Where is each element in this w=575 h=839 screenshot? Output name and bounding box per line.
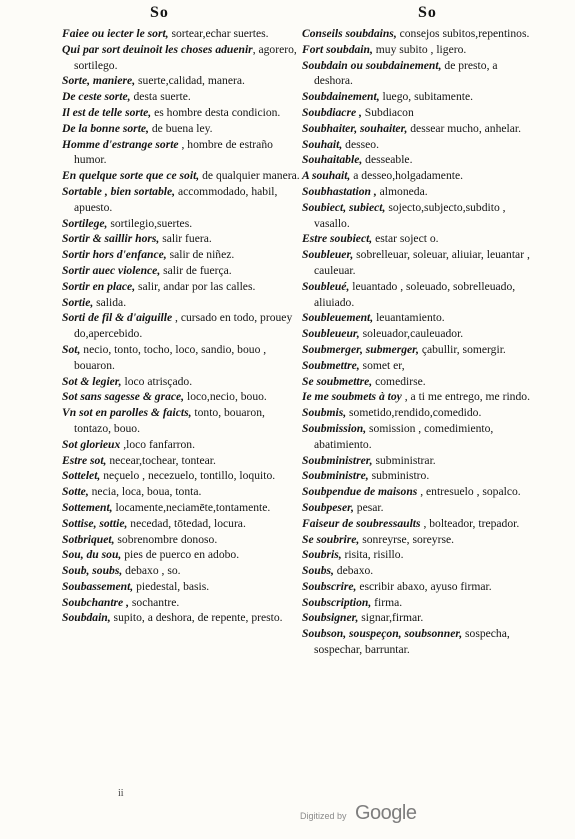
- dictionary-entry: [302, 168, 534, 184]
- entry-definition: luego, subitamente.: [379, 90, 474, 104]
- entry-headword: Soubdain ou soubdainement,: [302, 58, 442, 72]
- dictionary-entry: [62, 73, 302, 89]
- entry-definition: salir fuera.: [159, 232, 212, 246]
- entry-headword: Sottelet,: [62, 469, 101, 483]
- dictionary-entry: [302, 563, 534, 579]
- entry-headword: Conseils soubdains,: [302, 27, 397, 40]
- dictionary-entry: [302, 310, 534, 326]
- entry-headword: Faiseur de soubressaults: [302, 516, 421, 530]
- entry-definition: firma.: [371, 595, 403, 609]
- dictionary-entry: [302, 374, 534, 390]
- entry-definition: salir de fuerça.: [160, 263, 232, 277]
- dictionary-entry: [62, 563, 302, 579]
- entry-headword: Sorte, maniere,: [62, 74, 136, 88]
- google-logo: Google: [354, 802, 417, 824]
- dictionary-entry: [62, 247, 302, 263]
- dictionary-entry: [302, 326, 534, 342]
- left-column: [62, 26, 302, 626]
- entry-headword: Soubmerger, submerger,: [302, 342, 419, 356]
- dictionary-entry: [62, 405, 302, 437]
- dictionary-entry: [62, 216, 302, 232]
- dictionary-entry: [302, 500, 534, 516]
- entry-headword: Soubleueur,: [302, 327, 360, 341]
- entry-definition: sortilegio,suertes.: [107, 216, 193, 230]
- entry-definition: , entresuelo , sopalco.: [417, 485, 521, 499]
- entry-definition: tonto, bouaron, tontazo, bouo.: [74, 406, 265, 435]
- dictionary-entry: [302, 137, 534, 153]
- dictionary-entry: [62, 484, 302, 500]
- dictionary-entry: [302, 358, 534, 374]
- dictionary-entry: [302, 579, 534, 595]
- entry-headword: De ceste sorte,: [62, 90, 131, 104]
- entry-headword: Sortie,: [62, 295, 94, 309]
- entry-definition: , bolteador, trepador.: [420, 516, 520, 530]
- entry-definition: almoneda.: [376, 184, 428, 198]
- entry-definition: accommodado, habil, apuesto.: [74, 184, 278, 214]
- entry-definition: çabullir, somergir.: [418, 342, 506, 356]
- dictionary-entry: [302, 184, 534, 200]
- entry-headword: Estre sot,: [62, 453, 107, 467]
- entry-definition: escribir abaxo, ayuso firmar.: [356, 579, 492, 593]
- entry-headword: A souhait,: [302, 169, 351, 183]
- dictionary-entry: [62, 295, 302, 311]
- entry-headword: Soubris,: [302, 548, 342, 562]
- entry-definition: sospecha, sospechar, barruntar.: [314, 627, 510, 657]
- entry-headword: Souhait,: [302, 137, 343, 151]
- entry-definition: locamente,neciamēte,tontamente.: [112, 500, 271, 514]
- entry-definition: suerte,calidad, manera.: [135, 74, 245, 88]
- entry-definition: , a ti me entrego, me rindo.: [401, 390, 530, 404]
- entry-definition: desseo.: [342, 137, 379, 151]
- entry-headword: Soubleuement,: [302, 311, 374, 325]
- running-head-right: So: [418, 4, 437, 21]
- dictionary-entry: [302, 610, 534, 626]
- entry-headword: Soubassement,: [62, 579, 134, 593]
- dictionary-entry: [62, 547, 302, 563]
- entry-headword: Faiee ou iecter le sort,: [62, 27, 169, 40]
- dictionary-entry: [62, 595, 302, 611]
- running-head-left: So: [150, 4, 169, 21]
- entry-headword: Sotbriquet,: [62, 532, 115, 546]
- entry-definition: leuantamiento.: [373, 311, 445, 325]
- entry-definition: sonreyrse, soreyrse.: [359, 532, 454, 546]
- entry-headword: Sotte,: [62, 485, 89, 499]
- entry-headword: Sot sans sagesse & grace,: [62, 390, 185, 404]
- page-signature: ii: [118, 788, 124, 799]
- entry-definition: desta suerte.: [130, 90, 191, 104]
- dictionary-entry: [302, 547, 534, 563]
- dictionary-entry: [62, 342, 302, 374]
- dictionary-entry: [62, 532, 302, 548]
- entry-definition: Subdiacon: [361, 105, 414, 119]
- dictionary-entry: [62, 231, 302, 247]
- entry-headword: Soubleué,: [302, 279, 350, 293]
- entry-definition: piedestal, basis.: [133, 579, 210, 593]
- dictionary-entry: [302, 247, 534, 279]
- entry-definition: loco,necio, bouo.: [184, 390, 267, 404]
- entry-definition: sobrelleuar, soleuar, aliuiar, leuantar , cauleuar.: [314, 248, 530, 277]
- entry-definition: necia, loca, boua, tonta.: [88, 485, 202, 499]
- entry-definition: sojecto,subjecto,subdito , vasallo.: [314, 200, 506, 230]
- entry-headword: Soubhastation ,: [302, 184, 377, 198]
- dictionary-entry: [62, 516, 302, 532]
- dictionary-entry: [302, 595, 534, 611]
- dictionary-entry: [302, 26, 534, 42]
- entry-headword: Sou, du sou,: [62, 548, 122, 562]
- entry-headword: Soubmission,: [302, 421, 367, 435]
- entry-definition: necio, tonto, tocho, loco, sandio, bouo , bouaron.: [74, 342, 267, 372]
- entry-headword: Soubpendue de maisons: [302, 485, 418, 499]
- entry-headword: Soubchantre ,: [62, 595, 130, 609]
- dictionary-entry: [302, 105, 534, 121]
- entry-headword: Sottement,: [62, 500, 113, 514]
- dictionary-entry: [302, 42, 534, 58]
- entry-headword: Soubmettre,: [302, 358, 360, 372]
- entry-definition: signar,firmar.: [358, 611, 424, 625]
- entry-definition: sochantre.: [129, 595, 180, 609]
- dictionary-entry: [62, 610, 302, 626]
- dictionary-entry: [302, 405, 534, 421]
- dictionary-entry: [302, 58, 534, 90]
- entry-headword: Sortir en place,: [62, 279, 136, 293]
- entry-headword: Sot,: [62, 342, 81, 356]
- dictionary-entry: [302, 200, 534, 232]
- entry-headword: Soubdiacre ,: [302, 105, 362, 119]
- dictionary-entry: [302, 626, 534, 658]
- entry-headword: Soubministre,: [302, 469, 369, 483]
- entry-definition: , hombre de estraño humor.: [74, 137, 273, 167]
- dictionary-entry: [302, 89, 534, 105]
- entry-headword: Soub, soubs,: [62, 564, 123, 578]
- dictionary-entry: [302, 389, 534, 405]
- entry-definition: debaxo , so.: [122, 564, 181, 578]
- entry-headword: Soubpeser,: [302, 500, 354, 514]
- dictionary-entry: [302, 231, 534, 247]
- entry-definition: comedirse.: [372, 374, 426, 388]
- dictionary-entry: [62, 468, 302, 484]
- entry-headword: De la bonne sorte,: [62, 121, 149, 135]
- entry-headword: Soubsigner,: [302, 611, 359, 625]
- entry-definition: risita, risillo.: [341, 548, 404, 562]
- dictionary-entry: [62, 453, 302, 469]
- dictionary-entry: [302, 532, 534, 548]
- entry-definition: estar soject o.: [372, 232, 439, 246]
- entry-headword: Soubleuer,: [302, 248, 354, 262]
- dictionary-entry: [62, 89, 302, 105]
- dictionary-entry: [62, 310, 302, 342]
- entry-definition: loco atrisçado.: [121, 374, 193, 388]
- dictionary-entry: [62, 279, 302, 295]
- entry-headword: Soubdain,: [62, 611, 111, 625]
- entry-headword: Soubmis,: [302, 406, 347, 420]
- entry-headword: Ie me soubmets à toy: [302, 390, 402, 404]
- entry-definition: sometido,rendido,comedido.: [346, 406, 482, 420]
- entry-headword: Sortable , bien sortable,: [62, 184, 176, 198]
- entry-definition: de buena ley.: [148, 121, 213, 135]
- dictionary-entry: [302, 121, 534, 137]
- entry-headword: Soubiect, subiect,: [302, 200, 386, 214]
- entry-definition: de qualquier manera.: [199, 169, 300, 183]
- entry-headword: Sottise, sottie,: [62, 516, 128, 530]
- entry-definition: necedad, tōtedad, locura.: [127, 516, 246, 530]
- entry-definition: debaxo.: [333, 564, 374, 578]
- entry-definition: consejos subitos,repentinos.: [396, 27, 530, 40]
- entry-headword: Sortir hors d'enfance,: [62, 248, 167, 262]
- entry-definition: pesar.: [353, 500, 384, 514]
- dictionary-entry: [302, 468, 534, 484]
- dictionary-entry: [62, 500, 302, 516]
- entry-headword: Estre soubiect,: [302, 232, 373, 246]
- entry-headword: Sot & legier,: [62, 374, 122, 388]
- entry-definition: subministro.: [368, 469, 430, 483]
- entry-headword: Soubscrire,: [302, 579, 357, 593]
- entry-definition: subministrar.: [372, 453, 436, 467]
- entry-definition: , agorero, sortilego.: [74, 42, 297, 72]
- entry-definition: somission , comedimiento, abatimiento.: [314, 421, 494, 451]
- entry-headword: Vn sot en parolles & faicts,: [62, 406, 192, 420]
- entry-headword: Souhaitable,: [302, 153, 363, 167]
- entry-definition: sortear,echar suertes.: [168, 27, 269, 40]
- dictionary-entry: [62, 374, 302, 390]
- entry-definition: ,loco fanfarron.: [120, 437, 195, 451]
- entry-definition: pies de puerco en adobo.: [121, 548, 240, 562]
- entry-headword: Qui par sort deuinoit les choses aduenir: [62, 42, 253, 56]
- dictionary-entry: [62, 26, 302, 42]
- entry-headword: Il est de telle sorte,: [62, 105, 152, 119]
- entry-definition: dessear mucho, anhelar.: [407, 121, 521, 135]
- entry-definition: neçuelo , necezuelo, tontillo, loquito.: [100, 469, 276, 483]
- entry-definition: somet er,: [359, 358, 405, 372]
- dictionary-entry: [62, 105, 302, 121]
- dictionary-entry: [62, 42, 302, 74]
- dictionary-entry: [62, 184, 302, 216]
- digitized-label: Digitized by: [300, 811, 347, 821]
- dictionary-entry: [302, 279, 534, 311]
- entry-headword: Soubdainement,: [302, 90, 380, 104]
- entry-headword: Soubscription,: [302, 595, 372, 609]
- entry-headword: Sortilege,: [62, 216, 108, 230]
- entry-headword: Se soubrire,: [302, 532, 360, 546]
- dictionary-entry: [62, 389, 302, 405]
- dictionary-entry: [302, 421, 534, 453]
- entry-headword: Soubs,: [302, 564, 334, 578]
- dictionary-entry: [302, 152, 534, 168]
- entry-definition: soleuador,cauleuador.: [359, 327, 464, 341]
- entry-headword: Soubhaiter, souhaiter,: [302, 121, 408, 135]
- dictionary-entry: [62, 263, 302, 279]
- entry-definition: sobrenombre donoso.: [114, 532, 218, 546]
- entry-headword: Soubministrer,: [302, 453, 373, 467]
- entry-headword: Sortir & saillir hors,: [62, 232, 160, 246]
- entry-definition: salida.: [93, 295, 127, 309]
- entry-definition: muy subito , ligero.: [372, 42, 467, 56]
- digitized-watermark: [300, 802, 416, 825]
- entry-headword: En quelque sorte que ce soit,: [62, 169, 200, 183]
- dictionary-entry: [62, 121, 302, 137]
- dictionary-entry: [62, 137, 302, 169]
- dictionary-entry: [62, 437, 302, 453]
- entry-headword: Sortir auec violence,: [62, 263, 161, 277]
- entry-headword: Soubson, souspeçon, soubsonner,: [302, 627, 463, 641]
- dictionary-entry: [302, 516, 534, 532]
- entry-definition: , cursado en todo, prouey do,apercebido.: [74, 311, 293, 341]
- entry-definition: de presto, a deshora.: [314, 58, 498, 88]
- entry-definition: supito, a deshora, de repente, presto.: [110, 611, 283, 625]
- entry-headword: Se soubmettre,: [302, 374, 373, 388]
- entry-definition: leuantado , soleuado, sobrelleuado, aliuiado.: [314, 279, 516, 309]
- entry-headword: Fort soubdain,: [302, 42, 373, 56]
- entry-definition: es hombre desta condicion.: [151, 105, 281, 119]
- entry-definition: salir, andar por las calles.: [135, 279, 256, 293]
- entry-headword: Sorti de fil & d'aiguille: [62, 311, 173, 325]
- dictionary-entry: [302, 453, 534, 469]
- entry-headword: Sot glorieux: [62, 437, 121, 451]
- entry-headword: Homme d'estrange sorte: [62, 137, 179, 151]
- dictionary-entry: [302, 484, 534, 500]
- dictionary-entry: [302, 342, 534, 358]
- entry-definition: desseable.: [362, 153, 413, 167]
- dictionary-entry: [62, 579, 302, 595]
- right-column: [302, 26, 534, 658]
- entry-definition: a desseo,holgadamente.: [350, 169, 464, 183]
- entry-definition: necear,tochear, tontear.: [106, 453, 216, 467]
- dictionary-entry: [62, 168, 302, 184]
- entry-definition: salir de niñez.: [166, 248, 235, 262]
